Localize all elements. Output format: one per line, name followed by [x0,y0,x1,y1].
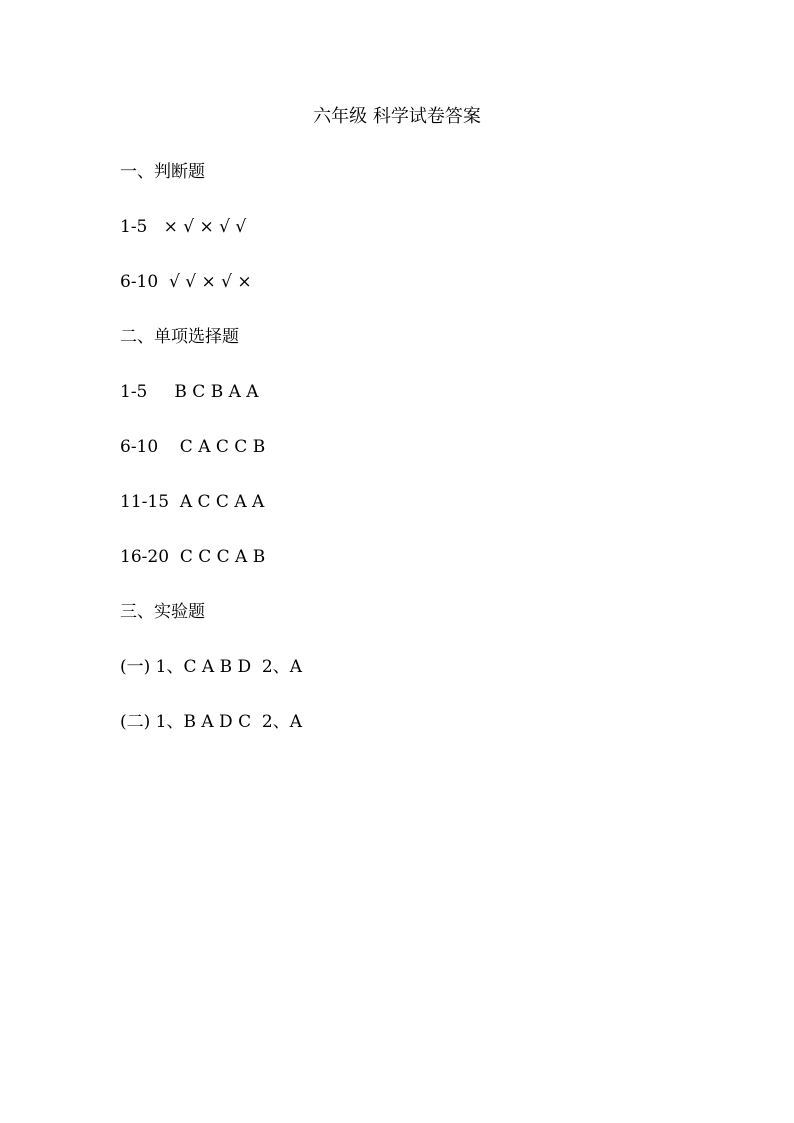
answer-line-mc-11-15: 11-15 A C C A A [120,492,265,512]
answer-line-mc-16-20: 16-20 C C C A B [120,547,266,567]
answer-line-experiment-2: (二) 1、B A D C 2、A [120,712,303,732]
section-heading-experiment: 三、实验题 [120,602,205,622]
answer-line-experiment-1: (一) 1、C A B D 2、A [120,657,303,677]
section-heading-true-false: 一、判断题 [120,162,205,182]
answer-line-tf-6-10: 6-10 √ √ × √ × [120,272,252,292]
answer-line-tf-1-5: 1-5 × √ × √ √ [120,217,247,237]
answer-line-mc-1-5: 1-5 B C B A A [120,382,259,402]
answer-line-mc-6-10: 6-10 C A C C B [120,437,266,457]
section-heading-single-choice: 二、单项选择题 [120,327,239,347]
document-title: 六年级 科学试卷答案 [313,106,481,127]
